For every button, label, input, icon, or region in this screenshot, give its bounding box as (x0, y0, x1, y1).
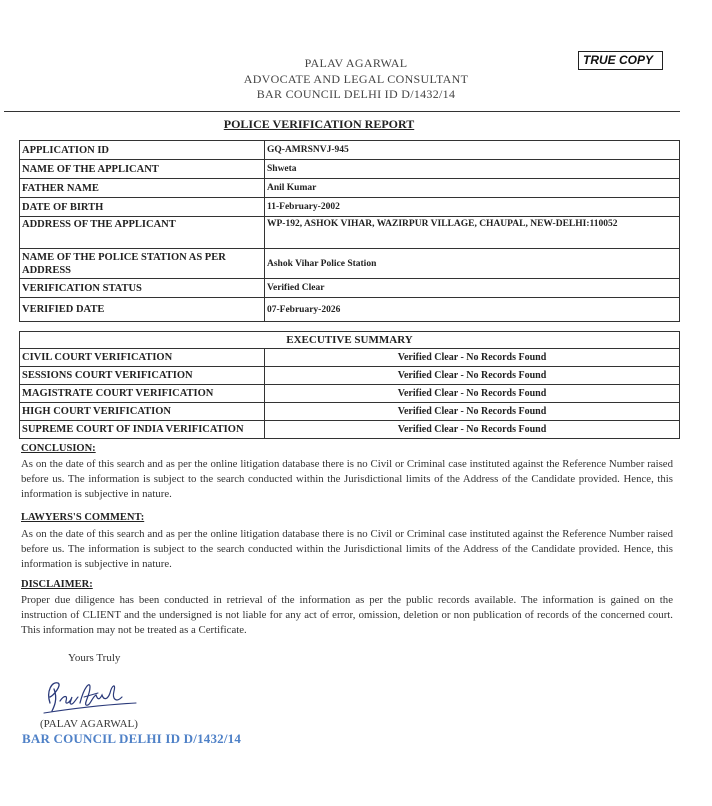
detail-label: FATHER NAME (20, 179, 265, 198)
detail-value: Shweta (265, 160, 680, 179)
conclusion-text: As on the date of this search and as per the online litigation database there is no Civil or Criminal case instituted against the Reference Number raised before us. The information is subject to the search conducted within the Jurisdictional limits of the Address of the Candidate provided. Hence, this information is subjective in nature. (21, 458, 673, 500)
table-row (20, 298, 680, 322)
table-row (20, 249, 680, 279)
true-copy-stamp: TRUE COPY (578, 51, 663, 70)
executive-summary-table (19, 331, 680, 439)
letterhead (0, 56, 712, 103)
summary-value: Verified Clear - No Records Found (265, 367, 680, 385)
summary-label: HIGH COURT VERIFICATION (20, 403, 265, 421)
table-row (20, 217, 680, 249)
summary-label: CIVIL COURT VERIFICATION (20, 349, 265, 367)
summary-value: Verified Clear - No Records Found (265, 385, 680, 403)
summary-value: Verified Clear - No Records Found (265, 421, 680, 439)
header-divider (4, 111, 680, 112)
detail-label: NAME OF THE APPLICANT (20, 160, 265, 179)
detail-label: VERIFIED DATE (20, 298, 265, 322)
yours-truly: Yours Truly (68, 652, 121, 664)
summary-heading: EXECUTIVE SUMMARY (20, 332, 680, 349)
disclaimer-title: DISCLAIMER: (21, 579, 93, 590)
detail-value: GQ-AMRSNVJ-945 (265, 141, 680, 160)
table-row (20, 385, 680, 403)
table-row (20, 349, 680, 367)
detail-value: 07-February-2026 (265, 298, 680, 322)
disclaimer-text: Proper due diligence has been conducted in retrieval of the information as per the public records available. The information is gained on the instruction of CLIENT and the undersigned is not liable for any act of error, omission, deletion or non publication of records of the concerned court. This information may not be treated as a Certificate. (21, 594, 673, 636)
advocate-title: ADVOCATE AND LEGAL CONSULTANT (243, 71, 469, 86)
table-row (20, 179, 680, 198)
summary-label: SESSIONS COURT VERIFICATION (20, 367, 265, 385)
table-row (20, 367, 680, 385)
summary-value: Verified Clear - No Records Found (265, 349, 680, 367)
table-row (20, 141, 680, 160)
advocate-name: PALAV AGARWAL (304, 56, 408, 70)
detail-label: ADDRESS OF THE APPLICANT (20, 217, 265, 249)
detail-label: VERIFICATION STATUS (20, 279, 265, 298)
lawyers-comment-title: LAWYERS'S COMMENT: (21, 512, 145, 523)
lawyers-comment-text: As on the date of this search and as per the online litigation database there is no Civil or Criminal case instituted against the Reference Number raised before us. The information is subject to the search conducted within the Jurisdictional limits of the Address of the Candidate provided. Hence, this information is subjective in nature. (21, 528, 673, 570)
detail-label: DATE OF BIRTH (20, 198, 265, 217)
table-row (20, 198, 680, 217)
signature-image (40, 673, 140, 717)
table-row (20, 403, 680, 421)
detail-value: 11-February-2002 (265, 198, 680, 217)
detail-value: Verified Clear (265, 279, 680, 298)
summary-label: SUPREME COURT OF INDIA VERIFICATION (20, 421, 265, 439)
report-title: POLICE VERIFICATION REPORT (223, 117, 415, 131)
signatory-bar-id: BAR COUNCIL DELHI ID D/1432/14 (22, 731, 242, 746)
details-table (19, 140, 680, 322)
letterhead-bar-id: BAR COUNCIL DELHI ID D/1432/14 (256, 87, 456, 101)
detail-value: Ashok Vihar Police Station (265, 249, 680, 279)
detail-value: WP-192, ASHOK VIHAR, WAZIRPUR VILLAGE, CHAUPAL, NEW-DELHI:110052 (265, 217, 680, 249)
conclusion-title: CONCLUSION: (21, 443, 96, 454)
detail-value: Anil Kumar (265, 179, 680, 198)
table-row (20, 421, 680, 439)
table-row (20, 332, 680, 349)
summary-value: Verified Clear - No Records Found (265, 403, 680, 421)
table-row (20, 160, 680, 179)
table-row (20, 279, 680, 298)
detail-label: NAME OF THE POLICE STATION AS PER ADDRESS (20, 249, 265, 279)
signatory-name: (PALAV AGARWAL) (40, 718, 138, 730)
detail-label: APPLICATION ID (20, 141, 265, 160)
summary-label: MAGISTRATE COURT VERIFICATION (20, 385, 265, 403)
